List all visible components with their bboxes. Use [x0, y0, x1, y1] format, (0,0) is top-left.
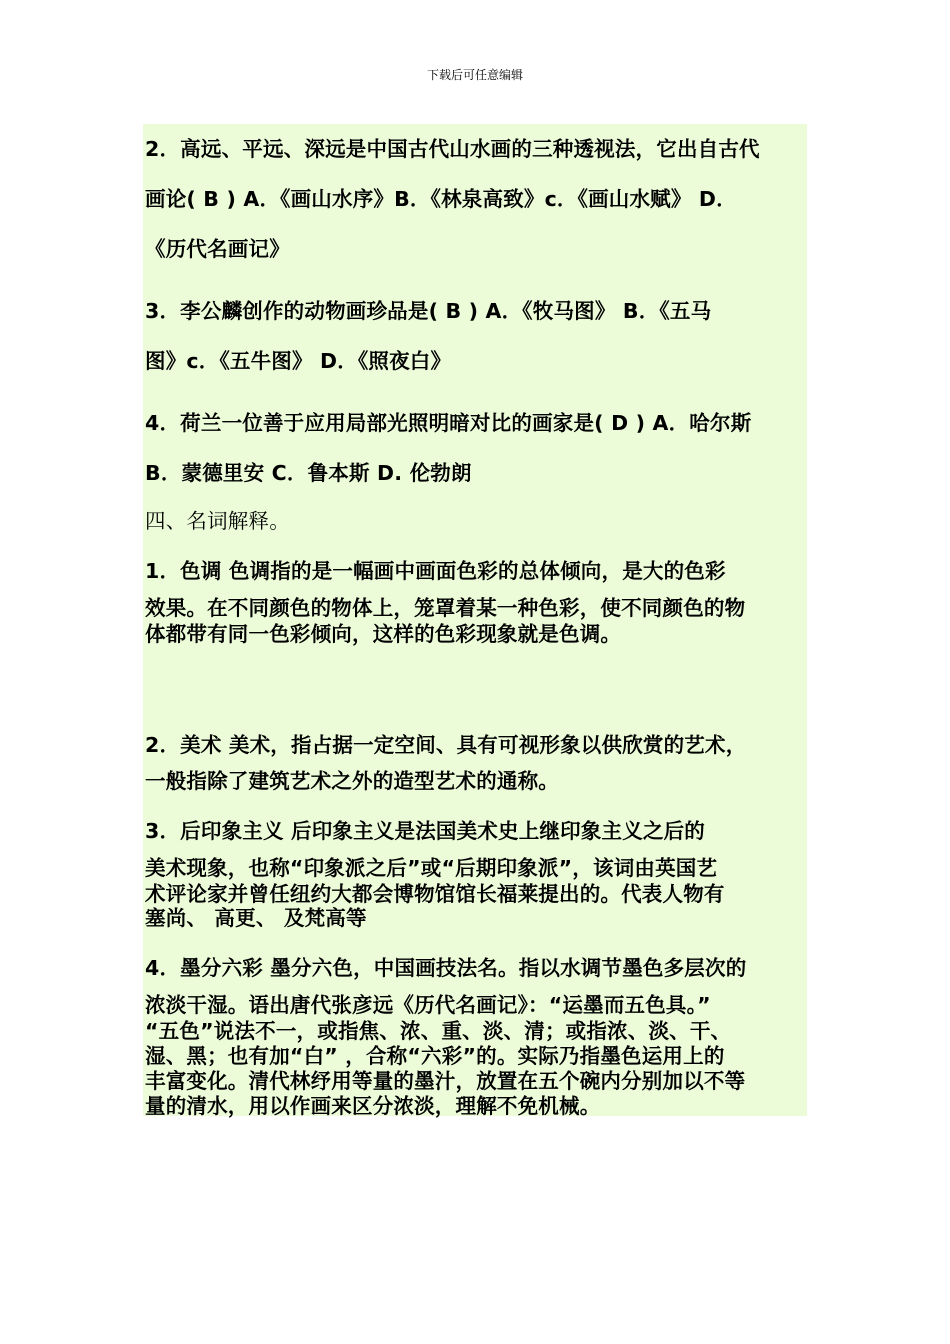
text-line: 效果。在不同颜色的物体上，笼罩着某一种色彩，使不同颜色的物 [145, 596, 746, 620]
text-line: 浓淡干湿。语出唐代张彦远《历代名画记》：“运墨而五色具。” [145, 993, 711, 1017]
text-line: 2．美术 美术，指占据一定空间、具有可视形象以供欣赏的艺术， [145, 733, 747, 757]
text-line: 3．后印象主义 后印象主义是法国美术史上继印象主义之后的 [145, 819, 705, 843]
text-line: 图》c．《五牛图》 D．《照夜白》 [145, 349, 452, 373]
text-line: 画论( B ) A．《画山水序》B．《林泉高致》c．《画山水赋》 D． [145, 187, 737, 211]
text-line: 4．墨分六彩 墨分六色，中国画技法名。指以水调节墨色多层次的 [145, 956, 747, 980]
text-line: 塞尚、 高更、 及梵高等 [145, 906, 367, 930]
text-line: 《历代名画记》 [145, 237, 290, 261]
text-line: 体都带有同一色彩倾向，这样的色彩现象就是色调。 [145, 622, 622, 646]
text-line: 一般指除了建筑艺术之外的造型艺术的通称。 [145, 769, 559, 793]
text-line: 1．色调 色调指的是一幅画中画面色彩的总体倾向，是大的色彩 [145, 559, 726, 583]
text-line: 丰富变化。清代林纾用等量的墨汁，放置在五个碗内分别加以不等 [145, 1069, 746, 1093]
text-line: “五色”说法不一，或指焦、浓、重、淡、清；或指浓、淡、干、 [145, 1019, 732, 1043]
text-line: 4．荷兰一位善于应用局部光照明暗对比的画家是( D ) A．哈尔斯 [145, 411, 752, 435]
text-line: 3．李公麟创作的动物画珍品是( B ) A．《牧马图》 B．《五马 [145, 299, 712, 323]
text-line: 2．高远、平远、深远是中国古代山水画的三种透视法，它出自古代 [145, 137, 760, 161]
text-line: 术评论家并曾任纽约大都会博物馆馆长福莱提出的。代表人物有 [145, 882, 725, 906]
page-header: 下载后可任意编辑 [426, 68, 523, 82]
section-heading: 四、名词解释。 [145, 509, 290, 533]
text-line: 湿、黑；也有加“白” ，合称“六彩”的。实际乃指墨色运用上的 [145, 1044, 725, 1068]
text-line: 美术现象，也称“印象派之后”或“后期印象派”，该词由英国艺 [145, 856, 718, 880]
text-line: 量的清水，用以作画来区分浓淡，理解不免机械。 [145, 1094, 601, 1118]
text-line: B．蒙德里安 C．鲁本斯 D. 伦勃朗 [145, 461, 472, 485]
